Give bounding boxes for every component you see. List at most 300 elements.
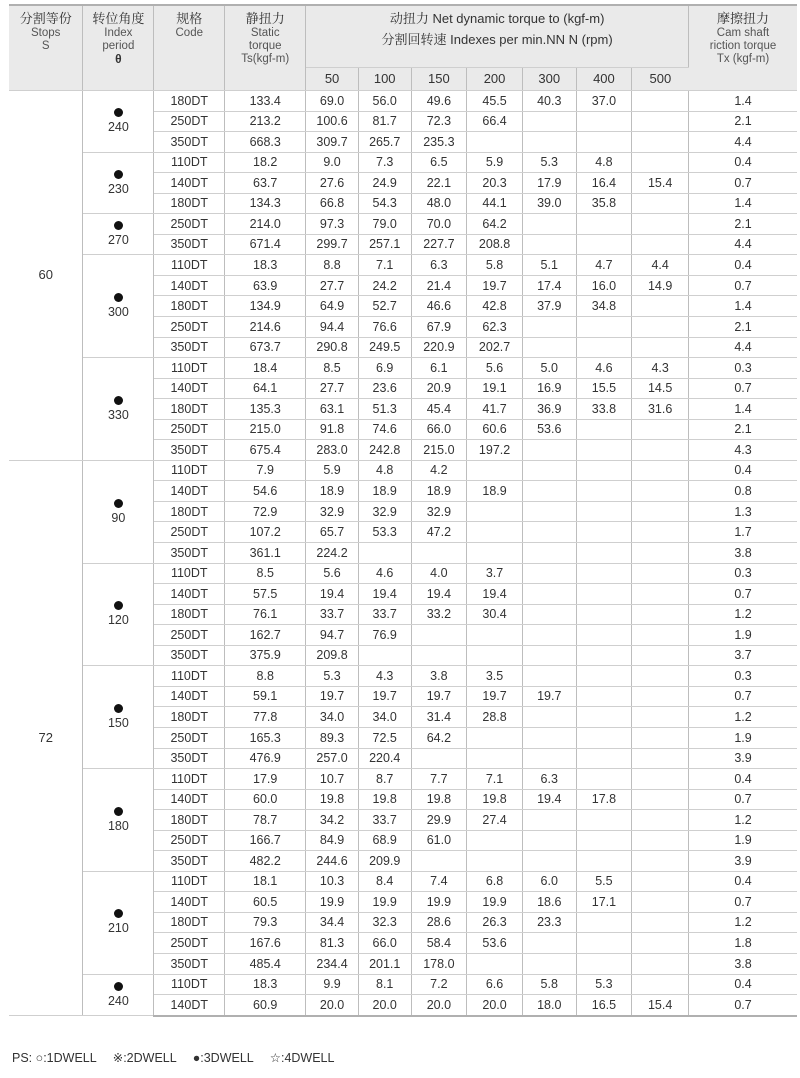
code-cell: 250DT [154, 214, 225, 235]
dynamic-torque-cell: 5.3 [522, 152, 576, 173]
dynamic-torque-cell: 22.1 [411, 173, 467, 194]
dynamic-torque-cell [632, 645, 689, 666]
dynamic-torque-cell [632, 563, 689, 584]
code-cell: 250DT [154, 625, 225, 646]
code-cell: 350DT [154, 234, 225, 255]
dynamic-torque-cell [632, 522, 689, 543]
dynamic-torque-cell: 66.8 [306, 193, 359, 214]
dynamic-torque-cell: 5.8 [467, 255, 523, 276]
dynamic-torque-cell [576, 851, 632, 872]
index-period-cell [83, 255, 154, 358]
dynamic-torque-cell [576, 234, 632, 255]
dynamic-torque-cell: 16.4 [576, 173, 632, 194]
index-period-cell [83, 871, 154, 974]
friction-torque-cell: 0.7 [689, 275, 797, 296]
dynamic-torque-cell: 19.9 [306, 892, 359, 913]
index-period-cell [83, 91, 154, 153]
friction-torque-cell: 0.4 [689, 152, 797, 173]
dynamic-torque-cell: 19.7 [358, 686, 411, 707]
dynamic-torque-cell [576, 686, 632, 707]
friction-torque-cell: 0.7 [689, 892, 797, 913]
dynamic-torque-cell: 7.4 [411, 871, 467, 892]
code-cell: 250DT [154, 830, 225, 851]
dynamic-torque-cell: 17.9 [522, 173, 576, 194]
dynamic-torque-cell: 5.0 [522, 358, 576, 379]
legend-item [113, 1051, 177, 1065]
dynamic-torque-cell [522, 440, 576, 461]
dynamic-torque-cell: 34.4 [306, 912, 359, 933]
dynamic-torque-cell: 72.3 [411, 111, 467, 132]
dynamic-torque-cell: 68.9 [358, 830, 411, 851]
dwell-3-dot-icon [114, 499, 123, 508]
dynamic-torque-cell: 8.5 [306, 358, 359, 379]
dynamic-torque-cell: 18.6 [522, 892, 576, 913]
index-period-cell [83, 358, 154, 461]
dynamic-torque-cell [632, 933, 689, 954]
index-period-cell [83, 563, 154, 666]
dynamic-torque-cell [632, 912, 689, 933]
dynamic-torque-cell [522, 563, 576, 584]
dynamic-torque-cell: 7.3 [358, 152, 411, 173]
dynamic-torque-cell: 5.8 [522, 974, 576, 995]
dynamic-torque-cell [411, 543, 467, 564]
legend-label: :3DWELL [200, 1051, 254, 1065]
dynamic-torque-cell: 19.9 [358, 892, 411, 913]
friction-torque-cell: 0.3 [689, 666, 797, 687]
dynamic-torque-cell [467, 501, 523, 522]
code-cell: 140DT [154, 173, 225, 194]
friction-torque-cell: 3.9 [689, 851, 797, 872]
dynamic-torque-cell [411, 748, 467, 769]
dynamic-torque-cell: 8.7 [358, 769, 411, 790]
friction-torque-cell: 0.4 [689, 871, 797, 892]
dynamic-torque-cell: 9.0 [306, 152, 359, 173]
friction-torque-cell: 3.8 [689, 543, 797, 564]
dynamic-torque-cell [576, 810, 632, 831]
dynamic-torque-cell [632, 686, 689, 707]
legend-item [36, 1051, 97, 1065]
dynamic-torque-cell [576, 707, 632, 728]
dynamic-torque-cell [467, 851, 523, 872]
dynamic-torque-cell: 47.2 [411, 522, 467, 543]
legend-prefix: PS: [12, 1051, 33, 1065]
dynamic-torque-cell: 6.3 [411, 255, 467, 276]
dynamic-torque-cell: 8.4 [358, 871, 411, 892]
dynamic-torque-cell [576, 460, 632, 481]
dynamic-torque-cell [632, 604, 689, 625]
table-row [9, 974, 797, 995]
static-torque-cell: 18.4 [225, 358, 306, 379]
dynamic-torque-cell: 64.2 [467, 214, 523, 235]
friction-torque-cell: 2.1 [689, 111, 797, 132]
dynamic-torque-cell: 28.8 [467, 707, 523, 728]
friction-torque-cell: 0.4 [689, 460, 797, 481]
static-torque-header: 静扭力 Static torque Ts(kgf-m) [225, 5, 306, 91]
dynamic-torque-cell: 7.1 [358, 255, 411, 276]
legend-label: :4DWELL [280, 1051, 335, 1065]
dynamic-torque-cell: 33.2 [411, 604, 467, 625]
dynamic-torque-cell: 29.9 [411, 810, 467, 831]
dynamic-torque-cell [522, 501, 576, 522]
dynamic-torque-cell: 49.6 [411, 91, 467, 112]
code-cell: 250DT [154, 317, 225, 338]
code-cell: 140DT [154, 481, 225, 502]
dynamic-torque-cell [522, 543, 576, 564]
dynamic-torque-cell [576, 522, 632, 543]
dynamic-torque-cell: 69.0 [306, 91, 359, 112]
dynamic-torque-cell [576, 317, 632, 338]
dynamic-torque-cell [632, 707, 689, 728]
friction-torque-cell: 1.9 [689, 830, 797, 851]
index-period-cell [83, 460, 154, 563]
dwell-3-dot-icon [114, 293, 123, 302]
dynamic-torque-cell: 76.6 [358, 317, 411, 338]
dynamic-torque-cell: 299.7 [306, 234, 359, 255]
dynamic-torque-cell: 178.0 [411, 953, 467, 974]
dynamic-torque-cell: 242.8 [358, 440, 411, 461]
dynamic-torque-cell [522, 625, 576, 646]
code-cell: 250DT [154, 419, 225, 440]
dynamic-torque-cell: 53.6 [522, 419, 576, 440]
code-cell: 180DT [154, 399, 225, 420]
code-cell: 180DT [154, 604, 225, 625]
static-torque-cell: 135.3 [225, 399, 306, 420]
friction-torque-cell: 1.3 [689, 501, 797, 522]
dynamic-torque-cell: 27.6 [306, 173, 359, 194]
dynamic-torque-cell [576, 563, 632, 584]
static-torque-cell: 162.7 [225, 625, 306, 646]
legend-symbol: ● [192, 1051, 201, 1065]
dynamic-torque-cell [576, 440, 632, 461]
static-torque-cell: 72.9 [225, 501, 306, 522]
dynamic-torque-cell: 19.1 [467, 378, 523, 399]
friction-torque-cell: 1.4 [689, 193, 797, 214]
index-angle: 240 [107, 993, 129, 1008]
legend-item [193, 1051, 254, 1065]
dynamic-torque-cell: 24.9 [358, 173, 411, 194]
code-cell: 110DT [154, 460, 225, 481]
friction-torque-cell: 0.7 [689, 995, 797, 1016]
dynamic-torque-cell: 16.0 [576, 275, 632, 296]
dynamic-torque-cell [576, 830, 632, 851]
dynamic-torque-cell: 7.2 [411, 974, 467, 995]
index-period-cell [83, 769, 154, 872]
dynamic-torque-cell [632, 152, 689, 173]
static-torque-cell: 7.9 [225, 460, 306, 481]
friction-torque-cell: 3.7 [689, 645, 797, 666]
dynamic-torque-cell [576, 132, 632, 153]
dynamic-torque-cell [576, 543, 632, 564]
dynamic-torque-cell [632, 974, 689, 995]
dynamic-torque-cell [411, 851, 467, 872]
dynamic-torque-cell [522, 214, 576, 235]
dynamic-torque-cell: 32.9 [306, 501, 359, 522]
dwell-3-dot-icon [114, 601, 123, 610]
static-torque-cell: 213.2 [225, 111, 306, 132]
index-period-cell [83, 666, 154, 769]
dynamic-torque-cell: 20.0 [306, 995, 359, 1016]
dynamic-torque-cell: 18.9 [411, 481, 467, 502]
dynamic-torque-cell [632, 851, 689, 872]
friction-torque-cell: 0.7 [689, 686, 797, 707]
table-row [9, 152, 797, 173]
dynamic-torque-cell [522, 851, 576, 872]
dynamic-torque-cell [576, 645, 632, 666]
index-angle: 330 [107, 407, 129, 422]
static-torque-cell: 79.3 [225, 912, 306, 933]
index-period-cell [83, 152, 154, 214]
code-cell: 350DT [154, 645, 225, 666]
dynamic-torque-cell: 265.7 [358, 132, 411, 153]
dynamic-torque-cell: 40.3 [522, 91, 576, 112]
friction-torque-cell: 0.4 [689, 255, 797, 276]
dynamic-torque-cell: 66.0 [358, 933, 411, 954]
dynamic-torque-cell: 51.3 [358, 399, 411, 420]
dynamic-torque-cell: 4.6 [358, 563, 411, 584]
index-period-cell [83, 974, 154, 1016]
dynamic-torque-cell: 48.0 [411, 193, 467, 214]
static-torque-cell: 165.3 [225, 727, 306, 748]
static-torque-cell: 134.9 [225, 296, 306, 317]
dynamic-torque-cell: 3.7 [467, 563, 523, 584]
dynamic-torque-cell: 309.7 [306, 132, 359, 153]
dynamic-torque-cell: 100.6 [306, 111, 359, 132]
dynamic-torque-cell [632, 727, 689, 748]
static-torque-cell: 57.5 [225, 584, 306, 605]
static-torque-cell: 107.2 [225, 522, 306, 543]
friction-torque-cell: 1.2 [689, 810, 797, 831]
dynamic-torque-cell [358, 645, 411, 666]
index-angle: 120 [107, 613, 129, 628]
index-angle: 210 [107, 921, 129, 936]
dynamic-torque-cell [576, 625, 632, 646]
dynamic-torque-cell: 37.0 [576, 91, 632, 112]
dynamic-torque-cell [576, 953, 632, 974]
dynamic-torque-cell: 65.7 [306, 522, 359, 543]
friction-torque-cell: 2.1 [689, 214, 797, 235]
code-cell: 350DT [154, 543, 225, 564]
dynamic-torque-cell: 67.9 [411, 317, 467, 338]
dynamic-torque-cell [522, 584, 576, 605]
code-cell: 140DT [154, 584, 225, 605]
dynamic-torque-cell [632, 91, 689, 112]
code-cell: 110DT [154, 769, 225, 790]
dynamic-torque-cell: 257.1 [358, 234, 411, 255]
dynamic-torque-cell: 34.2 [306, 810, 359, 831]
dynamic-torque-cell [576, 727, 632, 748]
dynamic-torque-cell: 56.0 [358, 91, 411, 112]
dynamic-torque-cell [522, 707, 576, 728]
dynamic-torque-cell: 17.8 [576, 789, 632, 810]
dynamic-torque-cell: 4.8 [358, 460, 411, 481]
dynamic-torque-cell: 14.9 [632, 275, 689, 296]
dynamic-torque-cell: 23.6 [358, 378, 411, 399]
speed-header: 500 [632, 68, 689, 91]
friction-torque-cell: 1.9 [689, 727, 797, 748]
dynamic-torque-cell: 18.9 [358, 481, 411, 502]
code-cell: 350DT [154, 953, 225, 974]
dynamic-torque-cell: 33.7 [358, 810, 411, 831]
dynamic-torque-cell: 19.7 [411, 686, 467, 707]
static-torque-cell: 59.1 [225, 686, 306, 707]
dynamic-torque-cell [522, 810, 576, 831]
dynamic-torque-cell: 17.1 [576, 892, 632, 913]
dynamic-torque-cell [632, 871, 689, 892]
dynamic-torque-cell: 249.5 [358, 337, 411, 358]
friction-torque-cell: 1.2 [689, 707, 797, 728]
dynamic-torque-cell: 84.9 [306, 830, 359, 851]
code-cell: 110DT [154, 358, 225, 379]
dynamic-torque-cell [632, 501, 689, 522]
dynamic-torque-cell [522, 666, 576, 687]
code-cell: 350DT [154, 748, 225, 769]
static-torque-cell: 18.1 [225, 871, 306, 892]
dynamic-torque-cell: 20.9 [411, 378, 467, 399]
dynamic-torque-cell: 66.0 [411, 419, 467, 440]
static-torque-cell: 215.0 [225, 419, 306, 440]
dynamic-torque-cell [632, 460, 689, 481]
friction-torque-cell: 0.3 [689, 563, 797, 584]
static-torque-cell: 60.0 [225, 789, 306, 810]
dynamic-torque-cell: 53.3 [358, 522, 411, 543]
dynamic-torque-cell [358, 543, 411, 564]
dynamic-torque-cell: 5.6 [306, 563, 359, 584]
dynamic-torque-cell: 44.1 [467, 193, 523, 214]
static-torque-cell: 77.8 [225, 707, 306, 728]
dynamic-torque-cell: 9.9 [306, 974, 359, 995]
friction-torque-cell: 1.2 [689, 604, 797, 625]
dynamic-torque-cell: 5.3 [306, 666, 359, 687]
dynamic-torque-cell: 27.4 [467, 810, 523, 831]
torque-spec-table [9, 4, 797, 1017]
dynamic-torque-cell [522, 727, 576, 748]
dynamic-torque-cell: 27.7 [306, 378, 359, 399]
dynamic-torque-cell [632, 769, 689, 790]
dynamic-torque-cell: 3.8 [411, 666, 467, 687]
friction-torque-cell: 1.2 [689, 912, 797, 933]
static-torque-cell: 482.2 [225, 851, 306, 872]
dynamic-torque-cell: 72.5 [358, 727, 411, 748]
dynamic-torque-cell: 64.2 [411, 727, 467, 748]
static-torque-cell: 361.1 [225, 543, 306, 564]
code-cell: 250DT [154, 522, 225, 543]
legend-item [270, 1051, 335, 1065]
stops-cell: 72 [9, 460, 83, 1015]
speed-header: 100 [358, 68, 411, 91]
dynamic-torque-cell [467, 132, 523, 153]
dynamic-torque-cell: 6.5 [411, 152, 467, 173]
dynamic-torque-cell: 46.6 [411, 296, 467, 317]
code-cell: 350DT [154, 337, 225, 358]
dynamic-torque-cell: 54.3 [358, 193, 411, 214]
dynamic-torque-cell: 234.4 [306, 953, 359, 974]
dynamic-torque-cell: 94.4 [306, 317, 359, 338]
dynamic-torque-cell: 19.4 [411, 584, 467, 605]
dynamic-torque-cell [576, 933, 632, 954]
static-torque-cell: 18.2 [225, 152, 306, 173]
dynamic-torque-cell: 76.9 [358, 625, 411, 646]
dynamic-torque-cell: 26.3 [467, 912, 523, 933]
dynamic-torque-cell [522, 481, 576, 502]
static-torque-cell: 64.1 [225, 378, 306, 399]
dynamic-torque-cell: 24.2 [358, 275, 411, 296]
index-angle: 90 [111, 510, 126, 525]
dynamic-torque-cell: 20.3 [467, 173, 523, 194]
dynamic-torque-cell [632, 296, 689, 317]
dynamic-torque-cell: 45.5 [467, 91, 523, 112]
dynamic-torque-cell: 5.9 [306, 460, 359, 481]
table-row [9, 255, 797, 276]
static-torque-cell: 214.6 [225, 317, 306, 338]
dynamic-torque-cell: 70.0 [411, 214, 467, 235]
dynamic-torque-cell [632, 419, 689, 440]
code-cell: 180DT [154, 91, 225, 112]
dynamic-torque-cell: 30.4 [467, 604, 523, 625]
dynamic-torque-cell: 27.7 [306, 275, 359, 296]
dynamic-torque-cell: 18.9 [467, 481, 523, 502]
dynamic-torque-cell [522, 933, 576, 954]
dynamic-torque-cell: 14.5 [632, 378, 689, 399]
static-torque-cell: 8.5 [225, 563, 306, 584]
code-cell: 110DT [154, 255, 225, 276]
dynamic-torque-cell: 39.0 [522, 193, 576, 214]
code-cell: 110DT [154, 871, 225, 892]
legend-symbol: ※ [112, 1051, 124, 1065]
static-torque-cell: 18.3 [225, 974, 306, 995]
static-torque-cell: 476.9 [225, 748, 306, 769]
dynamic-torque-cell: 4.4 [632, 255, 689, 276]
dynamic-torque-cell: 32.9 [358, 501, 411, 522]
dynamic-torque-cell: 4.8 [576, 152, 632, 173]
table-row [9, 460, 797, 481]
friction-torque-cell: 3.8 [689, 953, 797, 974]
code-cell: 250DT [154, 111, 225, 132]
legend-symbol: ○ [35, 1051, 44, 1065]
dwell-3-dot-icon [114, 909, 123, 918]
dynamic-torque-cell [576, 481, 632, 502]
dynamic-torque-cell: 52.7 [358, 296, 411, 317]
stops-header: 分割等份 Stops S [9, 5, 83, 91]
dynamic-torque-cell: 19.4 [467, 584, 523, 605]
dynamic-torque-cell: 202.7 [467, 337, 523, 358]
dynamic-torque-cell: 8.8 [306, 255, 359, 276]
dynamic-torque-cell: 94.7 [306, 625, 359, 646]
dynamic-torque-cell: 19.7 [522, 686, 576, 707]
dynamic-torque-cell [632, 214, 689, 235]
dynamic-torque-cell: 19.4 [306, 584, 359, 605]
dynamic-torque-cell: 224.2 [306, 543, 359, 564]
dynamic-torque-cell: 33.7 [306, 604, 359, 625]
code-cell: 180DT [154, 501, 225, 522]
code-cell: 110DT [154, 666, 225, 687]
dynamic-torque-cell [576, 337, 632, 358]
code-cell: 250DT [154, 727, 225, 748]
code-cell: 140DT [154, 378, 225, 399]
dynamic-torque-cell [632, 789, 689, 810]
code-cell: 140DT [154, 789, 225, 810]
table-row [9, 358, 797, 379]
friction-torque-cell: 4.4 [689, 132, 797, 153]
dynamic-torque-cell [522, 953, 576, 974]
dynamic-torque-cell: 19.4 [522, 789, 576, 810]
dynamic-torque-cell [632, 132, 689, 153]
friction-torque-cell: 0.4 [689, 769, 797, 790]
dynamic-torque-cell: 5.5 [576, 871, 632, 892]
dynamic-torque-cell: 4.7 [576, 255, 632, 276]
dynamic-torque-cell [632, 337, 689, 358]
dynamic-torque-cell: 32.3 [358, 912, 411, 933]
dynamic-torque-cell: 31.4 [411, 707, 467, 728]
